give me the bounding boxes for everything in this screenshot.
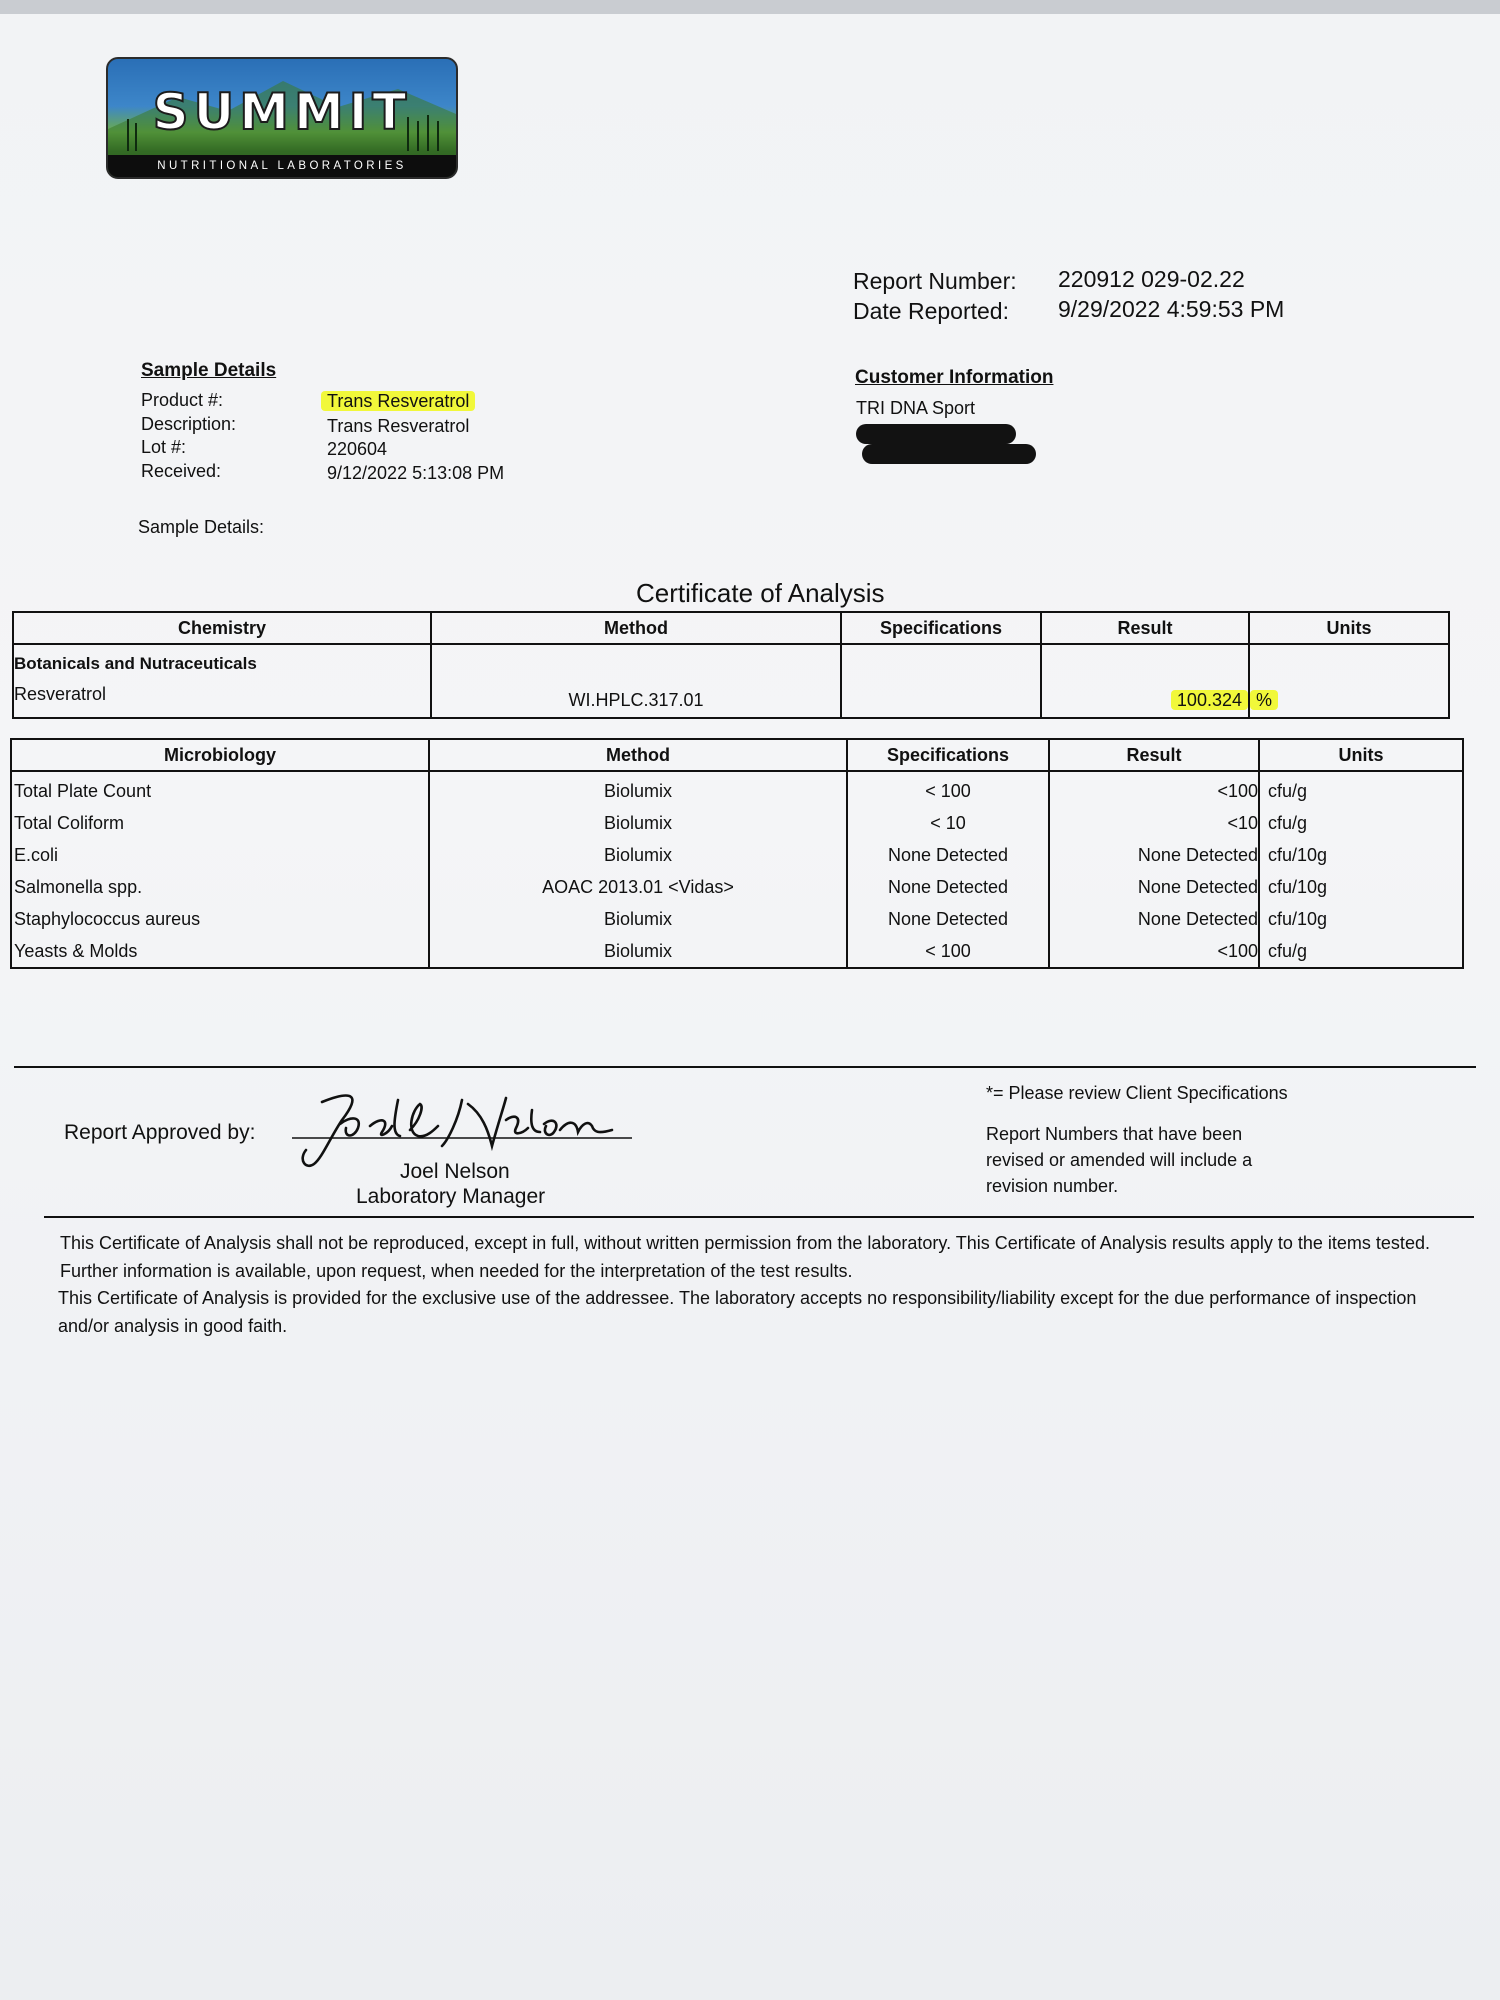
section-divider-bottom: [44, 1216, 1474, 1218]
micro-units: cfu/g: [1268, 781, 1308, 801]
micro-result: None Detected: [1137, 877, 1258, 897]
received-value: 9/12/2022 5:13:08 PM: [327, 463, 505, 483]
report-number-label: Report Number:: [853, 268, 1017, 294]
micro-result-col-header: Result: [1049, 739, 1259, 771]
micro-spec-column: [847, 771, 1049, 968]
certificate-title: Certificate of Analysis: [636, 578, 885, 608]
chem-method: WI.HPLC.317.01: [431, 644, 841, 718]
micro-result: <10: [1227, 813, 1258, 833]
revision-note-line-1: Report Numbers that have been: [986, 1124, 1243, 1144]
micro-spec: < 100: [925, 781, 971, 801]
section-divider-top: [14, 1066, 1476, 1068]
chemistry-header-row: [13, 612, 1449, 644]
specifications-col-header: Specifications: [841, 612, 1041, 644]
page-top-edge: [0, 0, 1500, 14]
micro-method: Biolumix: [603, 909, 673, 929]
chem-result: 100.324: [1171, 690, 1248, 710]
revision-note-line-2: revised or amended will include a: [986, 1150, 1253, 1170]
micro-result-column: [1049, 771, 1259, 968]
micro-units: cfu/g: [1268, 813, 1308, 833]
micro-spec: < 10: [930, 813, 966, 833]
customer-info-heading: Customer Information: [855, 367, 1054, 388]
approved-by-label: Report Approved by:: [64, 1121, 256, 1144]
lot-label: Lot #:: [141, 437, 187, 457]
micro-test-name: Yeasts & Molds: [14, 941, 138, 961]
lot-value: 220604: [327, 439, 388, 459]
micro-units-column: [1259, 771, 1463, 968]
logo-subtitle: NUTRITIONAL LABORATORIES: [108, 155, 456, 177]
report-number: 220912 029-02.22: [1058, 266, 1245, 292]
micro-method-column: [429, 771, 847, 968]
micro-test-column: [11, 771, 429, 968]
customer-name: TRI DNA Sport: [856, 398, 976, 418]
micro-test-name: Total Coliform: [14, 813, 125, 833]
microbiology-col-header: Microbiology: [11, 739, 429, 771]
micro-result: None Detected: [1137, 909, 1258, 929]
product-label: Product #:: [141, 390, 224, 410]
disclaimer-paragraph-1: This Certificate of Analysis shall not be reproduced, except in full, without written permission from the laboratory. This Certificate of Analysis results apply to the items tested. Further information is available, upon request, when needed for the interpretation of the test results.: [60, 1233, 1430, 1281]
description-value: Trans Resveratrol: [327, 416, 470, 436]
sample-details-heading: Sample Details: [141, 360, 277, 381]
micro-method: Biolumix: [603, 781, 673, 801]
summit-logo: [106, 57, 458, 179]
method-col-header: Method: [431, 612, 841, 644]
description-label: Description:: [141, 414, 237, 434]
micro-specifications-col-header: Specifications: [847, 739, 1049, 771]
disclaimer-paragraph-2: This Certificate of Analysis is provided for the exclusive use of the addressee. The laboratory accepts no responsibility/liability except for the due performance of inspection and/or analysis in good faith.: [58, 1288, 1417, 1336]
micro-spec: None Detected: [887, 845, 1009, 865]
micro-method: Biolumix: [603, 813, 673, 833]
micro-header-row: [11, 739, 1463, 771]
micro-units: cfu/10g: [1268, 909, 1328, 929]
result-col-header: Result: [1041, 612, 1249, 644]
chem-spec: [841, 644, 1041, 718]
redacted-address-line-2: [862, 444, 1036, 464]
units-col-header: Units: [1249, 612, 1449, 644]
micro-method: Biolumix: [603, 845, 673, 865]
micro-method: AOAC 2013.01 <Vidas>: [542, 877, 734, 897]
micro-test-name: Total Plate Count: [14, 781, 152, 801]
chemistry-table: [12, 611, 1450, 719]
chem-analyte: Resveratrol: [14, 684, 107, 704]
micro-test-name: Staphylococcus aureus: [14, 909, 201, 929]
micro-spec: None Detected: [887, 877, 1009, 897]
micro-method-col-header: Method: [429, 739, 847, 771]
date-reported-label: Date Reported:: [853, 298, 1009, 324]
chem-units: %: [1250, 690, 1278, 710]
microbiology-table: [10, 738, 1464, 969]
category-label: Botanicals and Nutraceuticals: [14, 654, 257, 673]
micro-result: None Detected: [1137, 845, 1258, 865]
micro-units-col-header: Units: [1259, 739, 1463, 771]
revision-note-line-3: revision number.: [986, 1176, 1119, 1196]
approver-title: Laboratory Manager: [356, 1185, 546, 1208]
micro-test-name: E.coli: [14, 845, 59, 865]
micro-method: Biolumix: [603, 941, 673, 961]
micro-test-name: Salmonella spp.: [14, 877, 143, 897]
signature-image: [292, 1080, 632, 1170]
date-reported: 9/29/2022 4:59:53 PM: [1058, 296, 1285, 322]
chemistry-data-row: [13, 644, 1449, 718]
redacted-address-line-1: [856, 424, 1016, 444]
micro-units: cfu/10g: [1268, 845, 1328, 865]
micro-body-row: [11, 771, 1463, 968]
micro-spec: < 100: [925, 941, 971, 961]
sample-details-label: Sample Details:: [138, 517, 265, 537]
approver-name: Joel Nelson: [400, 1160, 510, 1183]
product-value: Trans Resveratrol: [321, 391, 475, 411]
micro-units: cfu/10g: [1268, 877, 1328, 897]
chemistry-col-header: Chemistry: [13, 612, 431, 644]
micro-units: cfu/g: [1268, 941, 1308, 961]
received-label: Received:: [141, 461, 222, 481]
micro-result: <100: [1217, 781, 1258, 801]
logo-name: SUMMIT: [152, 83, 412, 141]
micro-spec: None Detected: [887, 909, 1009, 929]
micro-result: <100: [1217, 941, 1258, 961]
client-spec-note: *= Please review Client Specifications: [986, 1083, 1288, 1103]
